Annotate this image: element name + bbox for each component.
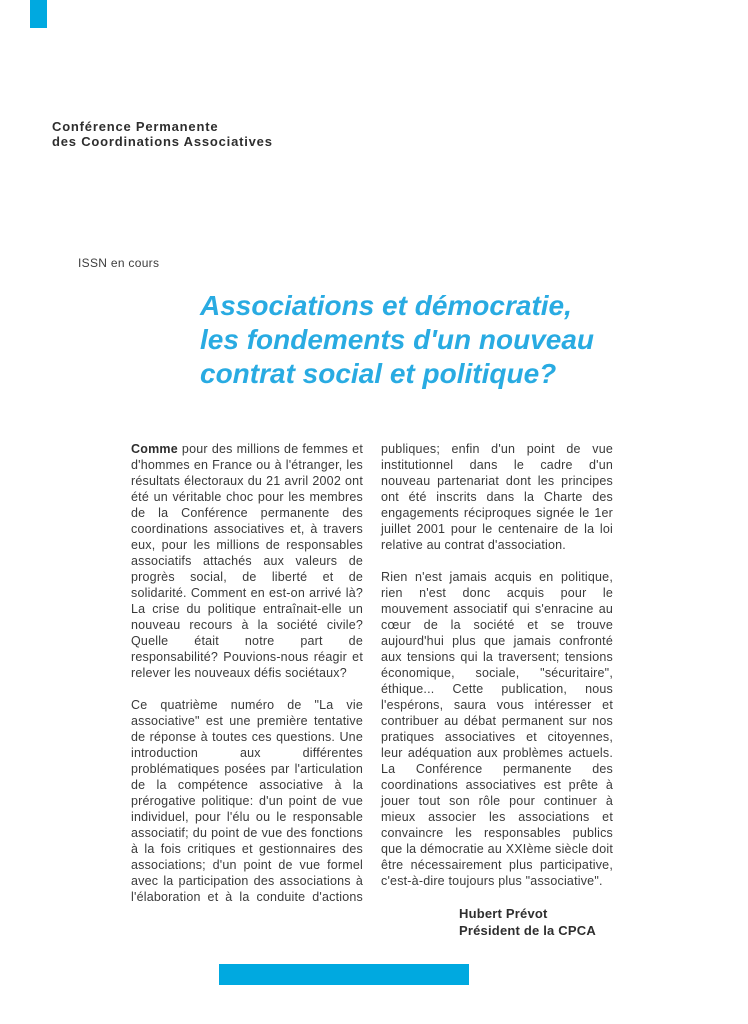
left-column (131, 441, 363, 939)
issn-note: ISSN en cours (78, 256, 160, 270)
paragraph-1 (131, 441, 363, 681)
corner-accent-mark (30, 0, 47, 28)
paragraph-4: Rien n'est jamais acquis en politique, rien n'est donc acquis pour le mouvement associatif qui s'enracine au cœur de la société et se trouve aujourd'hui plus que jamais confronté aux tensions qui la traversent; tensions économique, sociale, "sécuritaire", éthique... Cette publication, nous l'espérons, saura vous intéresser et contribuer au débat permanent sur nos pratiques associatives et citoyennes, leur adéquation aux problèmes actuels. La Conférence permanente des coordinations associatives est prête à jouer tout son rôle pour continuer à mieux associer les associations et convaincre les responsables publics que la démocratie au XXIème siècle doit être nécessairement plus participative, c'est-à-dire toujours plus "associative". (381, 570, 613, 888)
page-title (200, 289, 594, 391)
signature-block (381, 905, 613, 939)
signature-title: Président de la CPCA (459, 923, 596, 938)
paragraph-2: Ce quatrième numéro de "La vie associative" est une première tentative de réponse à toutes ces questions. Une introduction aux différentes problématiques posées par l'articulation de la compétence associative à la prérogative politique: d'un point de vue individuel, pour l'élu ou le responsable associatif; du point de vue des fonctions à la fois critiques et gestionnaires des associations; d'un point de vue formel avec la participation des associations à l'élaboration et à la conduite d'actions (131, 698, 363, 904)
bottom-accent-bar (219, 964, 469, 985)
right-column (381, 441, 613, 939)
page-title-line3: contrat social et politique? (200, 358, 557, 389)
paragraph-1-text: pour des millions de femmes et d'hommes en France ou à l'étranger, les résultats électoraux du 21 avril 2002 ont été un véritable choc pour les membres de la Conférence permanente des coordinations associatives et, à travers eux, pour les millions de responsables associatifs attachés aux valeurs de progrès social, de liberté et de solidarité. Comment en est-on arrivé là? La crise du politique entraînait-elle un nouveau recours à la société civile? Quelle était notre part de responsabilité? Pouvions-nous réagir et relever les nouveaux défis sociétaux? (131, 442, 363, 680)
page-title-line2: les fondements d'un nouveau (200, 324, 595, 355)
lead-word: Comme (131, 442, 178, 456)
signature-name: Hubert Prévot (459, 906, 548, 921)
organization-name-line1: Conférence Permanente (52, 119, 219, 134)
organization-name-line2: des Coordinations Associatives (52, 134, 273, 149)
paragraph-3: publiques; enfin d'un point de vue institutionnel dans le cadre d'un nouveau partenariat dont les principes ont été inscrits dans la Charte des engagements réciproques signée le 1er juillet 2001 pour le centenaire de la loi relative au contrat d'association. (381, 442, 613, 552)
page-title-line1: Associations et démocratie, (200, 290, 572, 321)
article-body (131, 441, 613, 939)
organization-name (52, 119, 273, 149)
